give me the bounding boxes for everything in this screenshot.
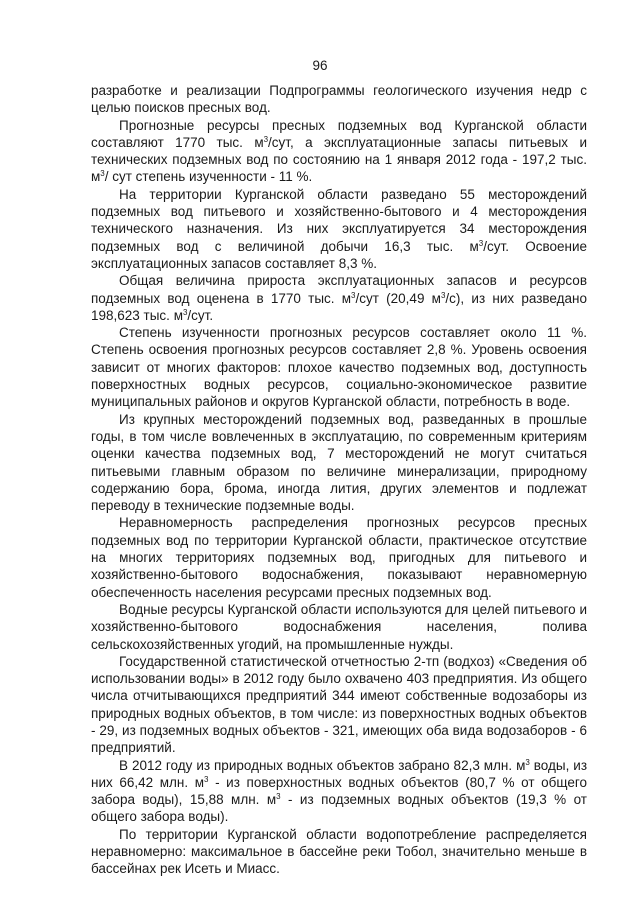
paragraph-4: Общая величина прироста эксплуатационных запасов и ресурсов подземных вод оценена в 1770 тыс. $м^3$/сут (20,49 $м^3/с$), из них разведано 198,623 тыс. $м^3$/сут.: [91, 273, 587, 323]
paragraph-9: Государственной статистической отчетностью 2-тп (водхоз) «Сведения об использовании воды» в 2012 году было охвачено 403 предприятия. Из общего числа отчитывающихся предприятий 344 имеют собственные водозаборы из природных водных объектов, в том числе: из поверхностных водных объектов - 29, из подземных водных объектов - 321, имеющих оба вида водозаборов - 6 предприятий.: [91, 653, 587, 756]
paragraph-5: Степень изученности прогнозных ресурсов составляет около 11 %. Степень освоения прогнозных ресурсов составляет 2,8 %. Уровень освоения зависит от многих факторов: плохое качество подземных вод, доступность поверхностных водных ресурсов, социально-экономическое развитие муниципальных районов и округов Курганской области, потребность в воде.: [91, 325, 587, 410]
paragraph-7: Неравномерность распределения прогнозных ресурсов пресных подземных вод по территории Курганской области, практическое отсутствие на многих территориях подземных вод, пригодных для питьевого и хозяйственно-бытового водоснабжения, показывают неравномерную обеспеченность населения ресурсами пресных подземных вод.: [91, 515, 587, 600]
body-text: [91, 82, 587, 878]
paragraph-1: разработке и реализации Подпрограммы геологического изучения недр с целью поисков пресных вод.: [91, 83, 587, 116]
paragraph-10: В 2012 году из природных водных объектов забрано 82,3 млн. $м^3$ воды, из них 66,42 млн. $м^3$ - из поверхностных водных объектов (80,7 % от общего забора воды), 15,88 млн. $м^3$ - из подземных водных объектов (19,3 % от общего забора воды).: [91, 757, 588, 825]
paragraph-3: На территории Курганской области разведано 55 месторождений подземных вод питьевого и хозяйственно-бытового и 4 месторождения технического назначения. Из них эксплуатируется 34 месторождения подземных вод с величиной добычи 16,3 тыс. $м^3$/сут. Освоение эксплуатационных запасов составляет 8,3 %.: [91, 186, 587, 271]
paragraph-11: По территории Курганской области водопотребление распределяется неравномерно: максимальное в бассейне реки Тобол, значительно меньше в бассейнах рек Исеть и Миасс.: [91, 826, 587, 877]
paragraph-8: Водные ресурсы Курганской области используются для целей питьевого и хозяйственно-бытового водоснабжения населения, полива сельскохозяйственных угодий, на промышленные нужды.: [91, 601, 587, 652]
paragraph-2: Прогнозные ресурсы пресных подземных вод Курганской области составляют 1770 тыс. $м^3$/сут, а эксплуатационные запасы питьевых и технических подземных вод по состоянию на 1 января 2012 года - 197,2 тыс. $м^3/$ сут степень изученности - 11 %.: [91, 117, 587, 185]
page-number: 96: [312, 58, 328, 73]
paragraph-6: Из крупных месторождений подземных вод, разведанных в прошлые годы, в том числе вовлеченных в эксплуатацию, по современным критериям оценки качества подземных вод, 7 месторождений не могут считаться питьевыми главным образом по величине минерализации, природному содержанию бора, брома, иногда лития, других элементов и подлежат переводу в технические подземные воды.: [91, 411, 587, 514]
